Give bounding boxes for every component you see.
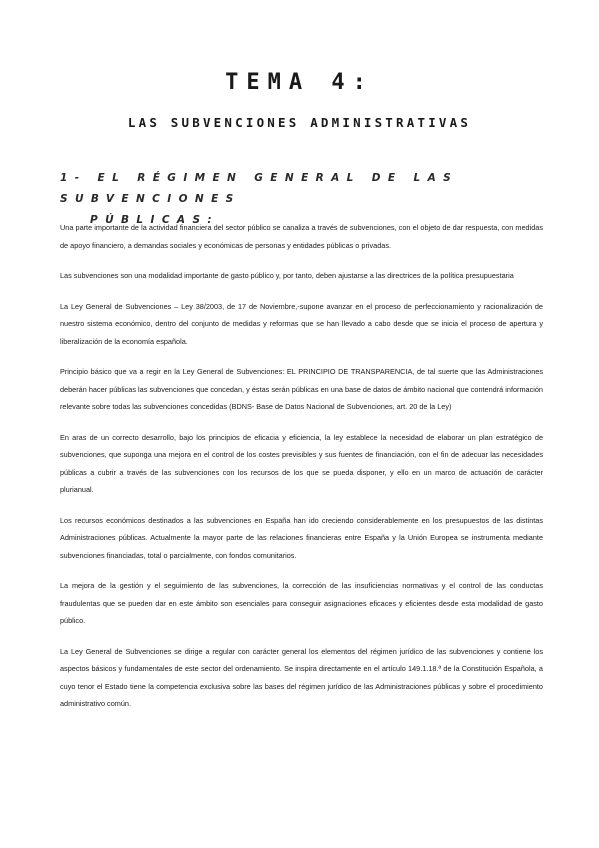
paragraph: En aras de un correcto desarrollo, bajo los principios de eficacia y eficiencia, la ley establece la necesidad de elaborar un plan estratégico de subvenciones, que suponga una mejora en el control de los costes previsibles y sus fuentes de financiación, con el fin de adecuar las necesidades públicas a cubrir a través de las subvenciones con los recursos de los que se pueda disponer, y ello en un marco de actuación de carácter plurianual. [60, 432, 543, 494]
document-body [60, 219, 543, 726]
document-subtitle: LAS SUBVENCIONES ADMINISTRATIVAS [127, 115, 472, 130]
document-title: TEMA 4: [225, 70, 374, 95]
paragraph: La Ley General de Subvenciones se dirige a regular con carácter general los elementos del régimen jurídico de las subvenciones y contiene los aspectos básicos y fundamentales de este sector del ordenamiento. Se inspira directamente en el artículo 149.1.18.ª de la Constitución Española, a cuyo tenor el Estado tiene la competencia exclusiva sobre las bases del régimen jurídico de las Administraciones públicas y sobre el procedimiento administrativo común. [60, 646, 543, 708]
paragraph: Principio básico que va a regir en la Ley General de Subvenciones: EL PRINCIPIO DE TRANSPARENCIA, de tal suerte que las Administraciones deberán hacer públicas las subvenciones que concedan, y éstas serán públicas en una base de datos de ámbito nacional que contendrá información relevante sobre todas las subvenciones concedidas (BDNS- Base de Datos Nacional de Subvenciones, art. 20 de la Ley) [60, 367, 543, 411]
paragraph: Una parte importante de la actividad financiera del sector público se canaliza a través de subvenciones, con el objeto de dar respuesta, con medidas de apoyo financiero, a demandas sociales y económicas de personas y entidades públicas o privadas. [60, 223, 543, 250]
section-heading-line-1: 1- EL RÉGIMEN GENERAL DE LAS SUBVENCIONES [60, 172, 459, 205]
paragraph: La Ley General de Subvenciones – Ley 38/2003, de 17 de Noviembre,-supone avanzar en el proceso de perfeccionamiento y racionalización de nuestro sistema económico, dentro del conjunto de medidas y reformas que se han llevado a cabo desde que se inicia el proceso de apertura y liberalización de la economía española. [60, 301, 543, 346]
paragraph: Los recursos económicos destinados a las subvenciones en España han ido creciendo considerablemente en los presupuestos de las distintas Administraciones públicas. Actualmente la mayor parte de las relaciones financieras entre España y la Unión Europea se instrumenta mediante subvenciones financiadas, total o parcialmente, con fondos comunitarios. [60, 515, 543, 560]
paragraph: La mejora de la gestión y el seguimiento de las subvenciones, la corrección de las insuficiencias normativas y el control de las conductas fraudulentas que se pueden dar en este ámbito son esenciales para conseguir asignaciones eficaces y eficientes desde esta modalidad de gasto público. [60, 581, 543, 625]
section-heading-line-2: PÚBLICAS: [90, 214, 220, 226]
paragraph: Las subvenciones son una modalidad importante de gasto público y, por tanto, deben ajustarse a las directrices de la política presupuestaria [60, 271, 514, 280]
